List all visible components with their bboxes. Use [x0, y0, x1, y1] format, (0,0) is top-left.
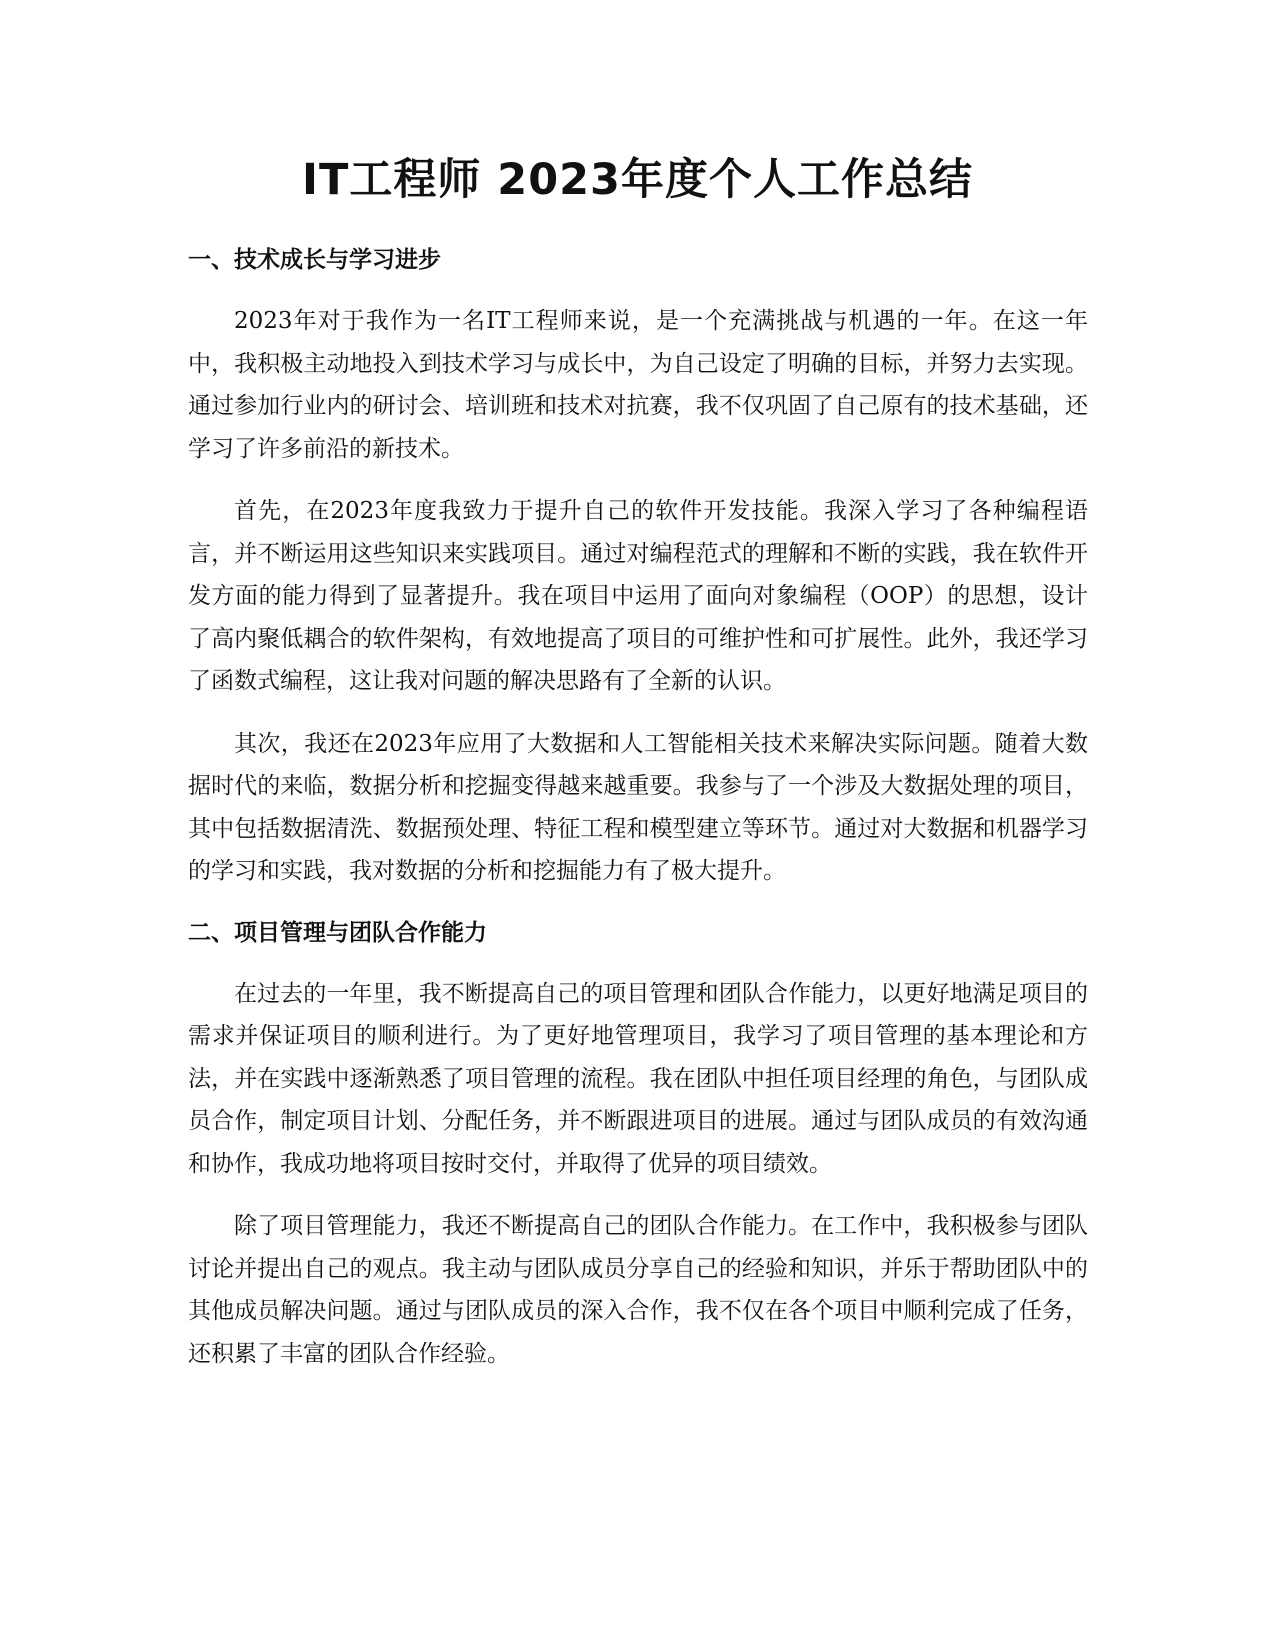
- paragraph: 2023年对于我作为一名IT工程师来说，是一个充满挑战与机遇的一年。在这一年中，我积极主动地投入到技术学习与成长中，为自己设定了明确的目标，并努力去实现。通过参加行业内的研讨会、培训班和技术对抗赛，我不仅巩固了自己原有的技术基础，还学习了许多前沿的新技术。: [188, 308, 1088, 462]
- document-title: IT工程师 2023年度个人工作总结: [302, 155, 973, 205]
- paragraph: 首先，在2023年度我致力于提升自己的软件开发技能。我深入学习了各种编程语言，并不断运用这些知识来实践项目。通过对编程范式的理解和不断的实践，我在软件开发方面的能力得到了显著提升。我在项目中运用了面向对象编程（OOP）的思想，设计了高内聚低耦合的软件架构，有效地提高了项目的可维护性和可扩展性。此外，我还学习了函数式编程，这让我对问题的解决思路有了全新的认识。: [188, 498, 1088, 694]
- paragraph: 除了项目管理能力，我还不断提高自己的团队合作能力。在工作中，我积极参与团队讨论并提出自己的观点。我主动与团队成员分享自己的经验和知识，并乐于帮助团队中的其他成员解决问题。通过与团队成员的深入合作，我不仅在各个项目中顺利完成了任务，还积累了丰富的团队合作经验。: [188, 1213, 1088, 1367]
- paragraph: 其次，我还在2023年应用了大数据和人工智能相关技术来解决实际问题。随着大数据时代的来临，数据分析和挖掘变得越来越重要。我参与了一个涉及大数据处理的项目，其中包括数据清洗、数据预处理、特征工程和模型建立等环节。通过对大数据和机器学习的学习和实践，我对数据的分析和挖掘能力有了极大提升。: [188, 730, 1088, 884]
- section-heading: 二、项目管理与团队合作能力: [188, 919, 487, 946]
- document-body: [188, 240, 1088, 1395]
- section-project-management: [188, 913, 1088, 1376]
- section-heading: 一、技术成长与学习进步: [188, 247, 441, 273]
- paragraph: 在过去的一年里，我不断提高自己的项目管理和团队合作能力，以更好地满足项目的需求并保证项目的顺利进行。为了更好地管理项目，我学习了项目管理的基本理论和方法，并在实践中逐渐熟悉了项目管理的流程。我在团队中担任项目经理的角色，与团队成员合作，制定项目计划、分配任务，并不断跟进项目的进展。通过与团队成员的有效沟通和协作，我成功地将项目按时交付，并取得了优异的项目绩效。: [188, 980, 1088, 1177]
- section-technical-growth: [188, 240, 1088, 893]
